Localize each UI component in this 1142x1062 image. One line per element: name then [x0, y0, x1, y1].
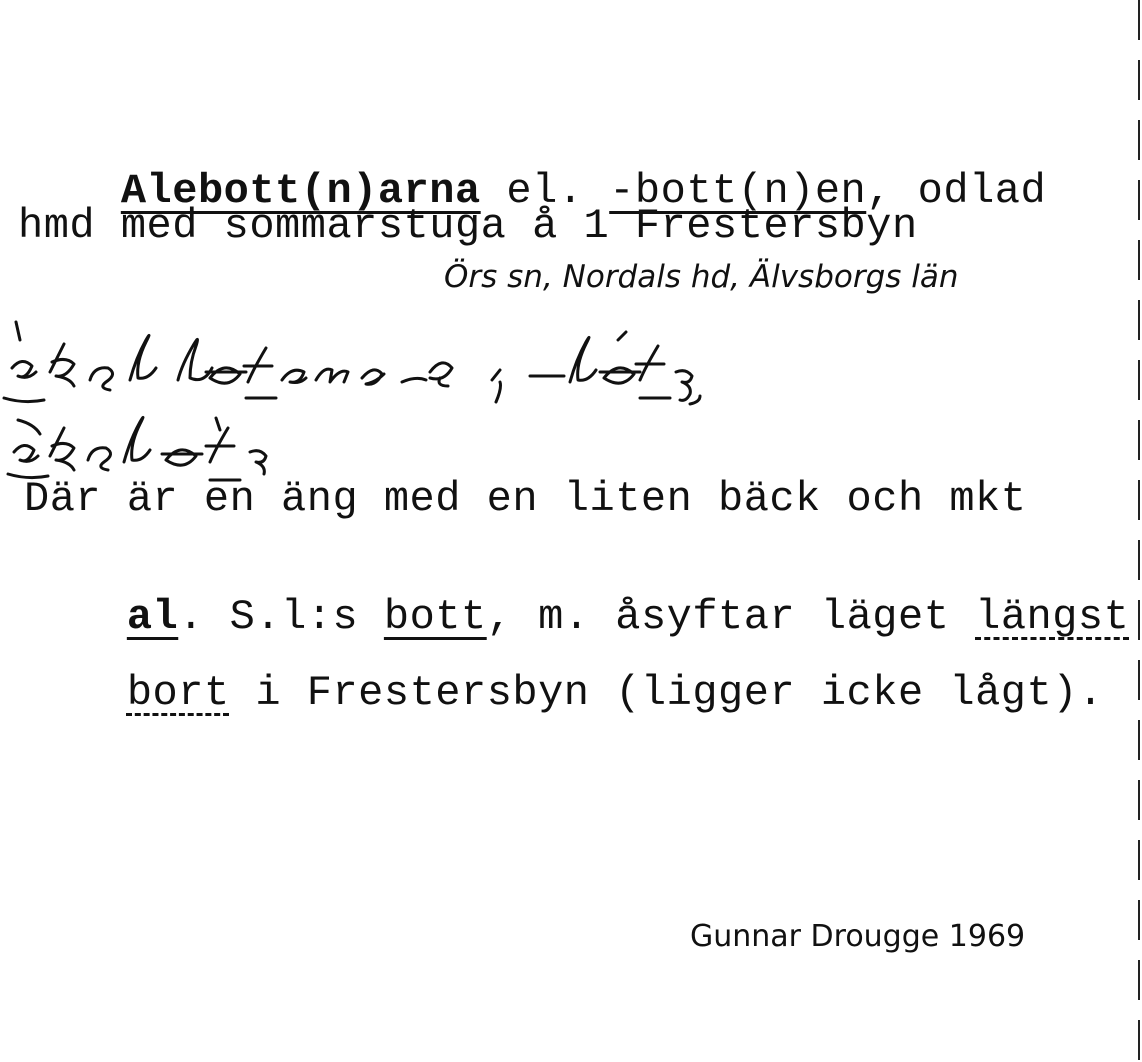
entry-line-1-mid: el. — [480, 167, 610, 215]
card-edge-line — [1138, 0, 1140, 1062]
headword-variant: -bott(n)en — [609, 167, 867, 215]
underlined-word-bort: bort — [126, 669, 230, 717]
body-line-3-text: i Frestersbyn (ligger icke lågt). — [229, 669, 1104, 717]
entry-line-2: hmd med sommarstuga å 1 Frestersbyn — [18, 202, 918, 250]
body-line-2-text-2: , m. åsyftar läget — [486, 593, 976, 641]
signature: Gunnar Drougge 1969 — [690, 919, 1026, 954]
underlined-word-al: al — [126, 593, 179, 641]
entry-line-1-rest: , odlad — [866, 167, 1047, 215]
location-stamp: Örs sn, Nordals hd, Älvsborgs län — [444, 259, 959, 295]
body-line-3 — [24, 630, 1104, 756]
headword: Alebott(n)arna — [120, 167, 481, 215]
underlined-word-bott: bott — [383, 593, 487, 641]
body-line-2-text-1: . S.l:s — [178, 593, 384, 641]
underlined-word-langst: längst — [975, 593, 1130, 641]
body-line-1: Där är en äng med en liten bäck och mkt — [24, 475, 1027, 523]
